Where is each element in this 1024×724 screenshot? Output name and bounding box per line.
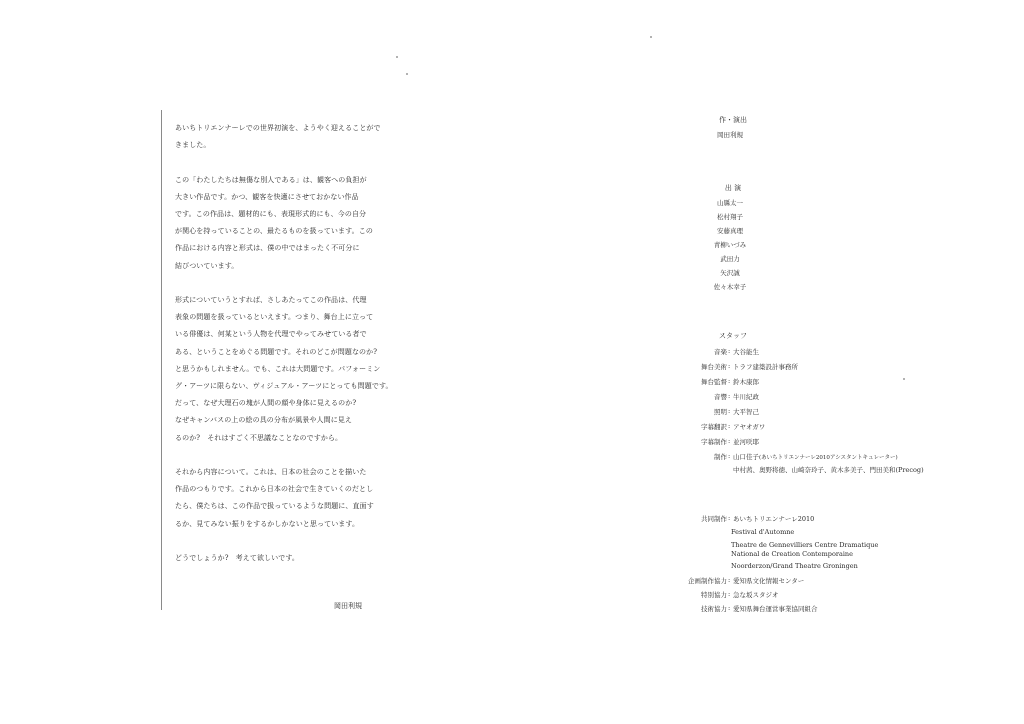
essay-line: ある、ということをめぐる問題です。それのどこが問題なのか? bbox=[175, 347, 378, 356]
cooperation-name: 愛知県舞台運営事業協同組合 bbox=[733, 605, 818, 613]
cast-title: 出 演 bbox=[724, 184, 742, 192]
staff-row bbox=[600, 392, 980, 405]
staff-row bbox=[600, 422, 980, 435]
staff-row bbox=[600, 437, 980, 450]
essay-paragraph bbox=[175, 550, 415, 567]
staff-name: 大平智己 bbox=[733, 408, 759, 416]
separator: : bbox=[728, 377, 731, 385]
cast-name: 佐々木幸子 bbox=[713, 283, 747, 291]
staff-name bbox=[733, 452, 898, 461]
essay-line: 大きい作品です。かつ、観客を快適にさせておかない作品 bbox=[175, 192, 359, 201]
cooperation-role: 技術協力 bbox=[701, 605, 727, 613]
cast-name: 松村翔子 bbox=[717, 213, 743, 221]
coproduction-first: あいちトリエンナーレ2010 bbox=[733, 515, 815, 523]
staff-name: 並河咲耶 bbox=[733, 438, 759, 446]
director-essay bbox=[175, 120, 415, 584]
staff-role: 舞台監督 bbox=[701, 378, 727, 386]
essay-line: この「わたしたちは無傷な別人である」は、観客への負担が bbox=[175, 175, 367, 184]
essay-line: きました。 bbox=[175, 141, 211, 150]
cooperation-name: 愛知県文化情報センター bbox=[733, 577, 805, 585]
staff-role: 舞台美術 bbox=[701, 363, 727, 371]
essay-line: が関心を持っていることの、最たるものを扱っています。この bbox=[175, 227, 373, 236]
cast-name: 武田力 bbox=[720, 255, 740, 263]
coproduction-partner: Theatre de Gennevilliers Centre Dramatique bbox=[731, 541, 879, 549]
essay-line: 結びついています。 bbox=[175, 261, 239, 270]
essay-line: なぜキャンバスの上の絵の具の分布が風景や人間に見え bbox=[175, 416, 353, 425]
cooperation-row bbox=[600, 576, 980, 589]
essay-paragraph bbox=[175, 464, 415, 533]
essay-paragraph bbox=[175, 172, 415, 275]
cast-name: 山縣太一 bbox=[717, 199, 743, 207]
staff-row bbox=[600, 362, 980, 375]
essay-line: どうでしょうか? 考えて欲しいです。 bbox=[175, 554, 299, 563]
staff-role: 制作 bbox=[714, 453, 727, 461]
scan-speck bbox=[396, 56, 398, 58]
coproduction-label: 共同制作 bbox=[701, 515, 727, 523]
cooperation-row bbox=[600, 590, 980, 603]
essay-line: 表象の問題を扱っているといえます。つまり、舞台上に立って bbox=[175, 313, 374, 322]
cast-name: 青柳いづみ bbox=[713, 241, 747, 249]
production-members: 中村茜、奥野将徳、山崎奈玲子、黄木多美子、門田美和(Precog) bbox=[733, 466, 924, 474]
essay-line: たら、僕たちは、この作品で扱っているような問題に、直面す bbox=[175, 502, 374, 511]
coproduction-partner: Noorderzon/Grand Theatre Groningen bbox=[731, 562, 858, 570]
essay-line: です。この作品は、題材的にも、表現形式的にも、今の自分 bbox=[175, 210, 367, 218]
staff-role: 音楽 bbox=[714, 348, 727, 356]
director-name: 岡田利規 bbox=[717, 131, 743, 139]
staff-name: トラフ建築設計事務所 bbox=[733, 363, 798, 371]
essay-line: 作品における内容と形式は、僕の中ではまったく不可分に bbox=[175, 244, 360, 253]
cooperation-role: 特別協力 bbox=[701, 591, 727, 599]
separator: : bbox=[728, 604, 731, 612]
staff-row bbox=[600, 407, 980, 420]
coproduction-partner: National de Creation Contemporaine bbox=[731, 550, 853, 558]
essay-line: だって、なぜ大理石の塊が人間の顔や身体に見えるのか? bbox=[175, 399, 357, 408]
staff-name: 鈴木康郎 bbox=[733, 378, 759, 386]
scan-speck bbox=[650, 36, 652, 38]
separator: : bbox=[728, 407, 731, 415]
staff-name: アヤオガワ bbox=[733, 423, 766, 431]
staff-name: 大谷能生 bbox=[733, 348, 759, 356]
essay-paragraph bbox=[175, 120, 415, 154]
separator: : bbox=[728, 392, 731, 400]
staff-role: 音響 bbox=[714, 393, 727, 401]
essay-line: グ・アーツに限らない、ヴィジュアル・アーツにとっても問題です。 bbox=[175, 382, 393, 391]
separator: : bbox=[728, 576, 731, 584]
staff-row bbox=[600, 347, 980, 360]
cooperation-row bbox=[600, 604, 980, 617]
staff-role: 字幕制作 bbox=[701, 438, 727, 446]
separator: : bbox=[728, 590, 731, 598]
essay-line: それから内容について。これは、日本の社会のことを描いた bbox=[175, 468, 367, 477]
separator: : bbox=[728, 452, 731, 460]
staff-name: 牛川紀政 bbox=[733, 393, 759, 401]
essay-line: あいちトリエンナーレでの世界初演を、ようやく迎えることがで bbox=[175, 124, 381, 132]
cooperation-role: 企画制作協力 bbox=[688, 577, 727, 585]
separator: : bbox=[728, 362, 731, 370]
essay-signature: 岡田利規 bbox=[334, 602, 362, 610]
staff-title: スタッフ bbox=[719, 332, 747, 340]
separator: : bbox=[728, 347, 731, 355]
essay-line: 形式についていうとすれば、さしあたってこの作品は、代理 bbox=[175, 296, 367, 304]
essay-line: と思うかもしれません。でも、これは大問題です。パフォーミン bbox=[175, 364, 381, 373]
cast-name: 安藤真理 bbox=[717, 227, 743, 235]
separator: : bbox=[728, 422, 731, 430]
coproduction-row bbox=[600, 514, 980, 527]
producer-name: 山口佳子 bbox=[733, 453, 759, 461]
coproduction-partner: Festival d'Automne bbox=[731, 528, 795, 536]
staff-row bbox=[600, 377, 980, 390]
essay-line: 作品のつもりです。これから日本の社会で生きていくのだとし bbox=[175, 485, 374, 494]
scan-speck bbox=[406, 73, 408, 75]
cooperation-name: 急な坂スタジオ bbox=[733, 591, 779, 599]
essay-paragraph bbox=[175, 292, 415, 447]
essay-line: るのか? それはすごく不思議なことなのですから。 bbox=[175, 433, 343, 442]
cast-name: 矢沢誠 bbox=[720, 269, 740, 277]
staff-row bbox=[600, 452, 980, 465]
separator: : bbox=[728, 437, 731, 445]
direction-title: 作・演出 bbox=[719, 116, 747, 124]
staff-role: 字幕翻訳 bbox=[701, 423, 727, 431]
producer-note: (あいちトリエンナーレ2010アシスタントキュレーター) bbox=[759, 455, 898, 461]
essay-line: るか、見てみない振りをするかしかないと思っています。 bbox=[175, 519, 360, 528]
staff-role: 照明 bbox=[714, 408, 727, 416]
separator: : bbox=[728, 514, 731, 522]
left-margin-rule bbox=[161, 110, 162, 610]
essay-line: いる俳優は、何某という人物を代理でやってみせている者で bbox=[175, 330, 367, 339]
